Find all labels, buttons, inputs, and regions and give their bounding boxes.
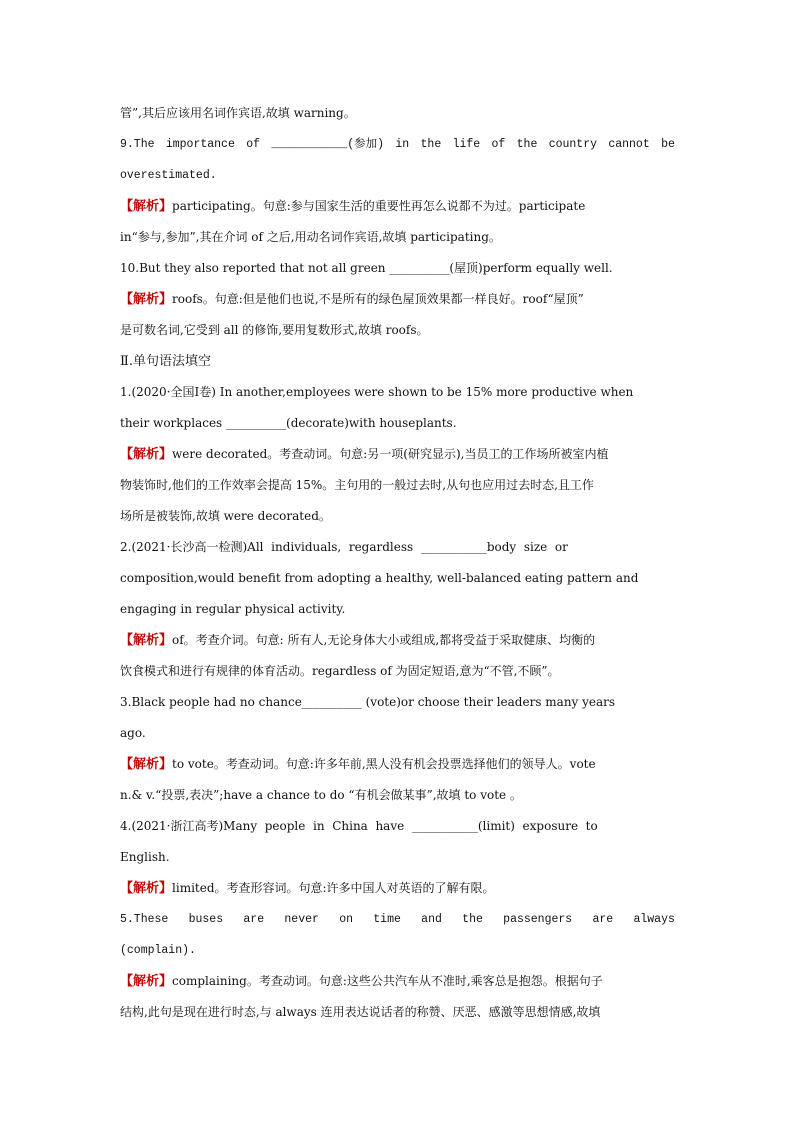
text-line: 管”,其后应该用名词作宾语,故填 warning。: [120, 106, 356, 120]
sentence-3-line-1: 3.Black people had no chance__________ (vote)or choose their leaders many years: [120, 695, 616, 709]
answer-9-line-2: in“参与,参加”,其在介词 of 之后,用动名词作宾语,故填 participating。: [120, 230, 501, 244]
answer-s4-line-1: [120, 873, 675, 904]
answer-s3-line-1: [120, 749, 675, 780]
word: ___________(参加): [271, 138, 385, 151]
sentence-4-line-2: English.: [120, 850, 170, 864]
analysis-tag: 【解析】: [120, 447, 173, 462]
word: are: [243, 913, 265, 926]
word: always: [633, 913, 675, 926]
answer-9-line-1: [120, 191, 675, 222]
word: the: [462, 913, 483, 926]
question-10-line: 10.But they also reported that not all green __________(屋顶)perform equally well.: [120, 261, 613, 275]
word: the: [420, 138, 442, 151]
analysis-tag: 【解析】: [120, 633, 173, 648]
sentence-3-line-2: ago.: [120, 726, 146, 740]
word: in: [395, 138, 410, 151]
word: time: [373, 913, 401, 926]
word: 5.These: [120, 913, 169, 926]
analysis-tag: 【解析】: [120, 881, 173, 896]
analysis-tag: 【解析】: [120, 199, 173, 214]
analysis-tag: 【解析】: [120, 292, 173, 307]
word: buses: [188, 913, 224, 926]
word: the: [516, 138, 538, 151]
answer-10-line-1: [120, 284, 675, 315]
sentence-5-line-1: [120, 904, 675, 935]
answer-s5-line-2: 结构,此句是现在进行时态,与 always 连用表达说话者的称赞、厌恶、感激等思想情感,故填: [120, 1005, 601, 1019]
question-9-line-2: overestimated.: [120, 169, 217, 182]
sentence-1-line-1: 1.(2020·全国Ⅰ卷) In another,employees were shown to be 15% more productive when: [120, 385, 634, 399]
document-content: [120, 98, 675, 1028]
word: on: [339, 913, 353, 926]
word: passengers: [503, 913, 573, 926]
answer-s2-line-2: 饮食模式和进行有规律的体育活动。regardless of 为固定短语,意为“不管,不顾”。: [120, 664, 560, 678]
word: cannot: [608, 138, 650, 151]
answer-text: participating。句意:参与国家生活的重要性再怎么说都不为过。participate: [172, 199, 586, 213]
answer-s5-line-1: [120, 966, 675, 997]
word: country: [548, 138, 597, 151]
answer-text: complaining。考查动词。句意:这些公共汽车从不准时,乘客总是抱怨。根据句子: [172, 974, 603, 988]
question-9-line-1: [120, 129, 675, 160]
word: life: [452, 138, 481, 151]
answer-text: were decorated。考查动词。句意:另一项(研究显示),当员工的工作场所被室内植: [172, 447, 609, 461]
sentence-4-line-1: 4.(2021·浙江高考)Many people in China have ___________(limit) exposure to: [120, 819, 598, 833]
word: 9.The: [120, 138, 155, 151]
analysis-tag: 【解析】: [120, 974, 173, 989]
sentence-1-line-2: their workplaces __________(decorate)with houseplants.: [120, 416, 457, 430]
word: are: [592, 913, 614, 926]
section-heading: Ⅱ.单句语法填空: [120, 354, 211, 369]
answer-s1-line-2: 物装饰时,他们的工作效率会提高 15%。主句用的一般过去时,从句也应用过去时态,且工作: [120, 478, 594, 492]
answer-s1-line-1: [120, 439, 675, 470]
word: importance: [165, 138, 235, 151]
answer-s1-line-3: 场所是被装饰,故填 were decorated。: [120, 509, 331, 523]
answer-text: limited。考查形容词。句意:许多中国人对英语的了解有限。: [172, 881, 495, 895]
answer-10-line-2: 是可数名词,它受到 all 的修饰,要用复数形式,故填 roofs。: [120, 323, 429, 337]
answer-s3-line-2: n.& v.“投票,表决”;have a chance to do “有机会做某事”,故填 to vote 。: [120, 788, 522, 802]
word: and: [421, 913, 442, 926]
word: of: [491, 138, 506, 151]
analysis-tag: 【解析】: [120, 757, 173, 772]
answer-s2-line-1: [120, 625, 675, 656]
answer-text: roofs。句意:但是他们也说,不是所有的绿色屋顶效果都一样良好。roof“屋顶”: [172, 292, 584, 306]
answer-text: of。考查介词。句意: 所有人,无论身体大小或组成,都将受益于采取健康、均衡的: [172, 633, 596, 647]
word: never: [284, 913, 319, 926]
sentence-2-line-2: composition,would benefit from adopting a healthy, well-balanced eating pattern and: [120, 571, 639, 585]
word: of: [246, 138, 260, 151]
answer-text: to vote。考查动词。句意:许多年前,黑人没有机会投票选择他们的领导人。vote: [172, 757, 596, 771]
sentence-5-line-2: (complain).: [120, 944, 196, 957]
sentence-2-line-3: engaging in regular physical activity.: [120, 602, 346, 616]
sentence-2-line-1: 2.(2021·长沙高一检测)All individuals, regardless ___________body size or: [120, 540, 568, 554]
word: be: [661, 138, 675, 151]
